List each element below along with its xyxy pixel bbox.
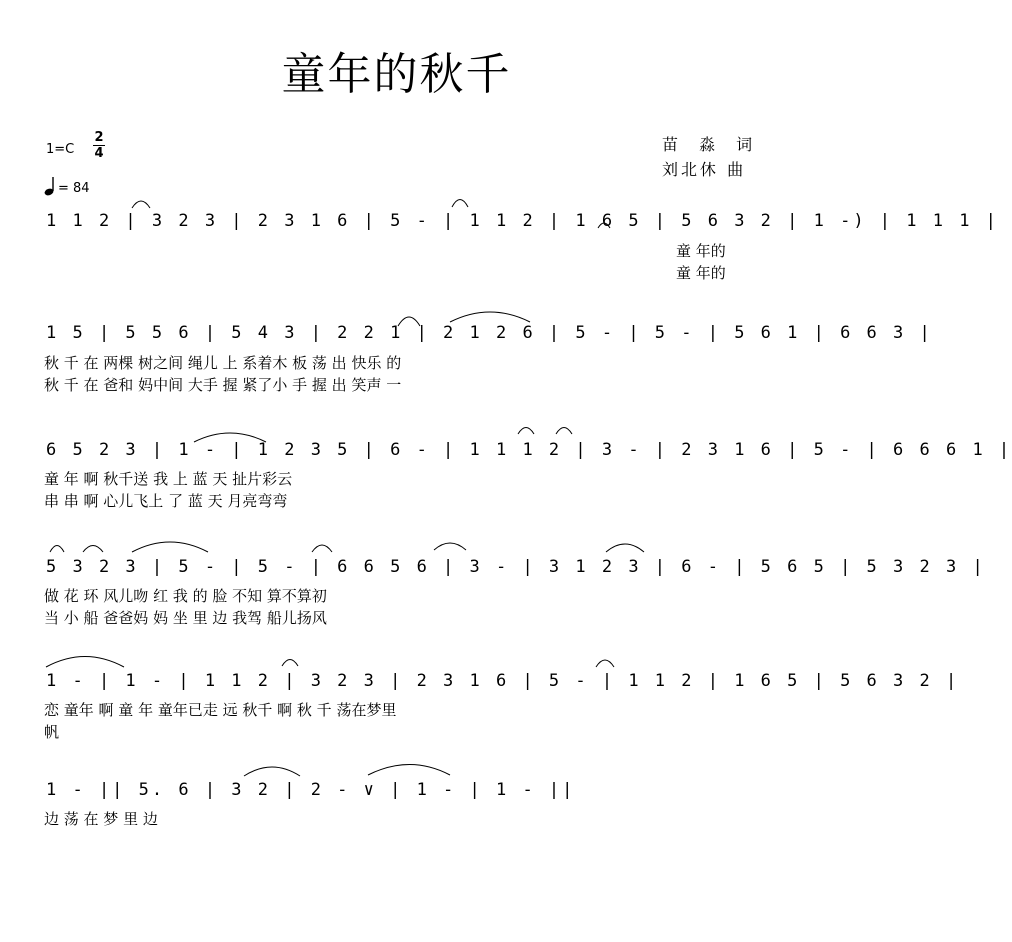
- lyric-line-1b: 童 年的: [676, 264, 726, 282]
- key-signature: 1=C: [46, 142, 75, 157]
- lyric-line-4b: 当 小 船 爸爸妈 妈 坐 里 边 我驾 船儿扬风: [44, 609, 327, 627]
- time-signature-top: 2: [94, 130, 104, 145]
- lyric-line-3b: 串 串 啊 心儿飞上 了 蓝 天 月亮弯弯: [44, 492, 288, 510]
- notation-line-6: 1 - || 5. 6 | 3 2 | 2 - ∨ | 1 - | 1 - ||: [46, 780, 576, 800]
- notation-line-5: 1 - | 1 - | 1 1 2 | 3 2 3 | 2 3 1 6 | 5 - | 1 1 2 | 1 6 5 | 5 6 3 2 |: [46, 671, 960, 691]
- lyric-line-6: 边 荡 在 梦 里 边: [44, 810, 158, 828]
- lyricist-credit: 苗 淼 词: [662, 135, 761, 154]
- notation-line-3: 6 5 2 3 | 1 - | 1 2 3 5 | 6 - | 1 1 1 2 | 3 - | 2 3 1 6 | 5 - | 6 6 6 1 |: [46, 440, 1012, 460]
- lyric-line-3a: 童 年 啊 秋千送 我 上 蓝 天 扯片彩云: [44, 470, 293, 488]
- page-title: 童年的秋千: [281, 49, 512, 100]
- lyric-line-4a: 做 花 环 风儿吻 红 我 的 脸 不知 算不算初: [44, 587, 327, 605]
- lyric-line-2a: 秋 千 在 两棵 树之间 绳儿 上 系着木 板 荡 出 快乐 的: [44, 354, 402, 372]
- notation-line-4: 5 3 2 3 | 5 - | 5 - | 6 6 5 6 | 3 - | 3 1 2 3 | 6 - | 5 6 5 | 5 3 2 3 |: [46, 557, 986, 577]
- composer-credit: 刘北休 曲: [662, 160, 747, 179]
- notation-line-2: 1 5 | 5 5 6 | 5 4 3 | 2 2 1 | 2 1 2 6 | 5 - | 5 - | 5 6 1 | 6 6 3 |: [46, 323, 933, 343]
- time-signature-bottom: 4: [94, 146, 104, 161]
- lyric-line-2b: 秋 千 在 爸和 妈中间 大手 握 紧了小 手 握 出 笑声 一: [44, 376, 402, 394]
- lyric-line-1a: 童 年的: [676, 242, 726, 260]
- lyric-line-5b: 帆: [44, 723, 60, 741]
- notation-line-1: 1 1 2 | 3 2 3 | 2 3 1 6 | 5 - | 1 1 2 | 1 6 5 | 5 6 3 2 | 1 -) | 1 1 1 |: [46, 211, 999, 231]
- tempo-value: = 84: [58, 181, 90, 196]
- lyric-line-5a: 恋 童年 啊 童 年 童年已走 远 秋千 啊 秋 千 荡在梦里: [44, 701, 397, 719]
